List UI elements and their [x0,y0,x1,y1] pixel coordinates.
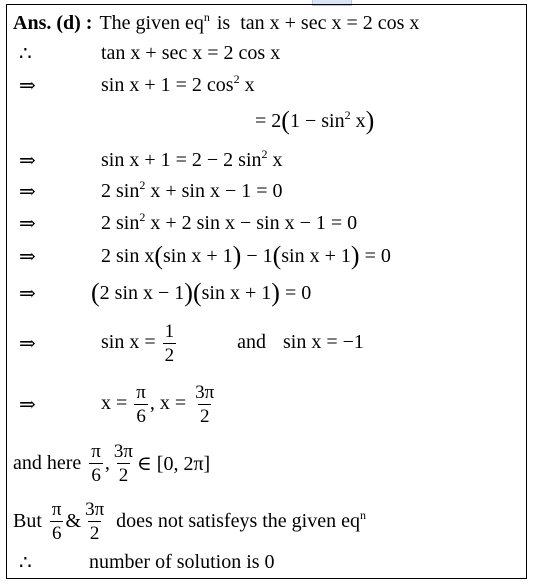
step-row-6 [7,208,526,238]
step-9-expression: sin x = $\frac{1}{2}$ and sin x = −1 [101,320,364,366]
step-4-expression: sin x + 1 = 2 − 2 $\sin^2 x$ [101,146,283,171]
step-row-2 [7,70,526,100]
step-2-expression: sin x + 1 = 2 $\cos^2 x$ [101,71,255,96]
step-row-10 [7,379,526,429]
step-row-5 [7,176,526,206]
answer-intro-is: is [216,11,231,34]
and-here-text: and here [13,451,82,474]
step-1-expression: tan x + sec x = 2 cos x [101,41,281,64]
fraction-pi-over-6: $\frac{\pi}{6}$ [91,440,101,486]
step-10-expression: x = $\frac{\pi}{6}$ , x = $\frac{3\pi}{2}$ [101,381,215,427]
fraction-3pi-over-2: $\frac{3\pi}{2}$ [195,381,215,427]
step-8-expression: (2 sin x − 1)(sin x + 1) = 0 [91,278,312,307]
given-equation: tan x + sec x = 2 cos x [240,11,420,34]
final-statement: number of solution is 0 [89,550,275,573]
cropped-next-line [6,579,527,587]
implies-symbol: ⇒ [19,282,36,305]
implies-symbol: ⇒ [19,74,36,97]
implies-symbol: ⇒ [19,180,36,203]
step-row-1 [7,38,526,68]
step-7-expression: 2 sin x(sin x + 1) − 1(sin x + 1) = 0 [101,241,391,270]
implies-symbol: ⇒ [19,332,36,355]
fraction-3pi-over-2: $\frac{3\pi}{2}$ [113,440,133,486]
step-3-expression: = $2(1 - \sin^2 x)$ [255,106,375,135]
implies-symbol: ⇒ [19,149,36,172]
answer-intro: The given $eq^n$ [99,9,210,34]
answer-label: Ans. (d) : [13,11,93,34]
step-5-expression: 2 $\sin^2 x + \sin x - 1 = 0$ [101,177,283,202]
step-row-8 [7,278,526,308]
and-here-line: and here $\frac{\pi}{6}$ , $\frac{3\pi}{2}$ ∈ [0, 2π] [13,440,211,486]
fraction-one-half: $\frac{1}{2}$ [164,320,175,366]
not-satisfy-text: does not satisfeys the given $eq^n$ [116,507,366,532]
implies-symbol: ⇒ [19,245,36,268]
fraction-pi-over-6: $\frac{\pi}{6}$ [136,381,146,427]
fraction-pi-over-6: $\frac{\pi}{6}$ [51,498,62,544]
step-6-expression: 2 $\sin^2 x + 2$ sin x − sin x − 1 = 0 [101,209,358,234]
step-row-7 [7,241,526,271]
step-row-9 [7,321,526,365]
implies-symbol: ⇒ [19,393,36,416]
step-row-3 [7,106,526,136]
implies-symbol: ⇒ [19,212,36,235]
therefore-symbol: ∴ [19,42,32,65]
interval-expression: ∈ [0, 2π] [136,452,211,475]
final-line [7,547,526,577]
step-row-4 [7,145,526,175]
solution-box [6,4,527,579]
but-text: But [13,509,42,532]
but-line: But $\frac{\pi}{6}$ & $\frac{3\pi}{2}$ does not satisfeys the given $eq^n$ [13,498,366,544]
answer-line [13,8,419,38]
fraction-3pi-over-2: $\frac{3\pi}{2}$ [85,498,105,544]
therefore-symbol: ∴ [19,551,32,574]
